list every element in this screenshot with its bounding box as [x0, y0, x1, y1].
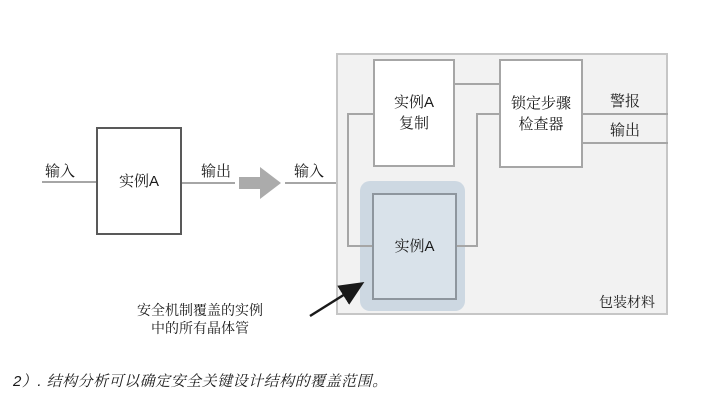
wrapper-output-wire [583, 142, 668, 144]
covered-instance-a-box [372, 193, 457, 300]
figure-caption: 2）. 结构分析可以确定安全关键设计结构的覆盖范围。 [13, 373, 388, 390]
instance-a-copy-box [373, 59, 455, 167]
left-output-label: 输出 [200, 163, 231, 180]
alarm-label: 警报 [609, 93, 640, 110]
wrapper-input-label: 输入 [293, 163, 324, 180]
branch-to-covered-wire [347, 245, 372, 247]
covered-instance-a-label: 实例A [394, 238, 435, 255]
alarm-wire [583, 113, 668, 115]
flow-arrow-icon [239, 167, 281, 199]
lockstep-checker-label: 锁定步骤 检查器 [510, 94, 571, 133]
instance-a-box [96, 127, 182, 235]
wrapper-container-label: 包装材料 [599, 294, 655, 310]
annotation-text: 安全机制覆盖的实例 中的所有晶体管 [137, 302, 263, 336]
left-output-wire [182, 182, 235, 184]
lockstep-checker-box [499, 59, 583, 168]
annotation-arrow-icon [298, 275, 370, 321]
instance-a-label: 实例A [118, 172, 159, 190]
copy-to-checker-wire [455, 83, 499, 85]
covered-out-wire [457, 245, 478, 247]
instance-a-copy-label: 实例A 复制 [393, 94, 434, 132]
left-input-wire [42, 181, 96, 183]
branch-to-copy-wire [347, 113, 373, 115]
input-branch-wire [347, 113, 349, 247]
covered-to-checker-wire [476, 113, 499, 115]
left-input-label: 输入 [44, 163, 75, 180]
wrapper-output-label: 输出 [609, 122, 640, 139]
covered-up-wire [476, 113, 478, 247]
